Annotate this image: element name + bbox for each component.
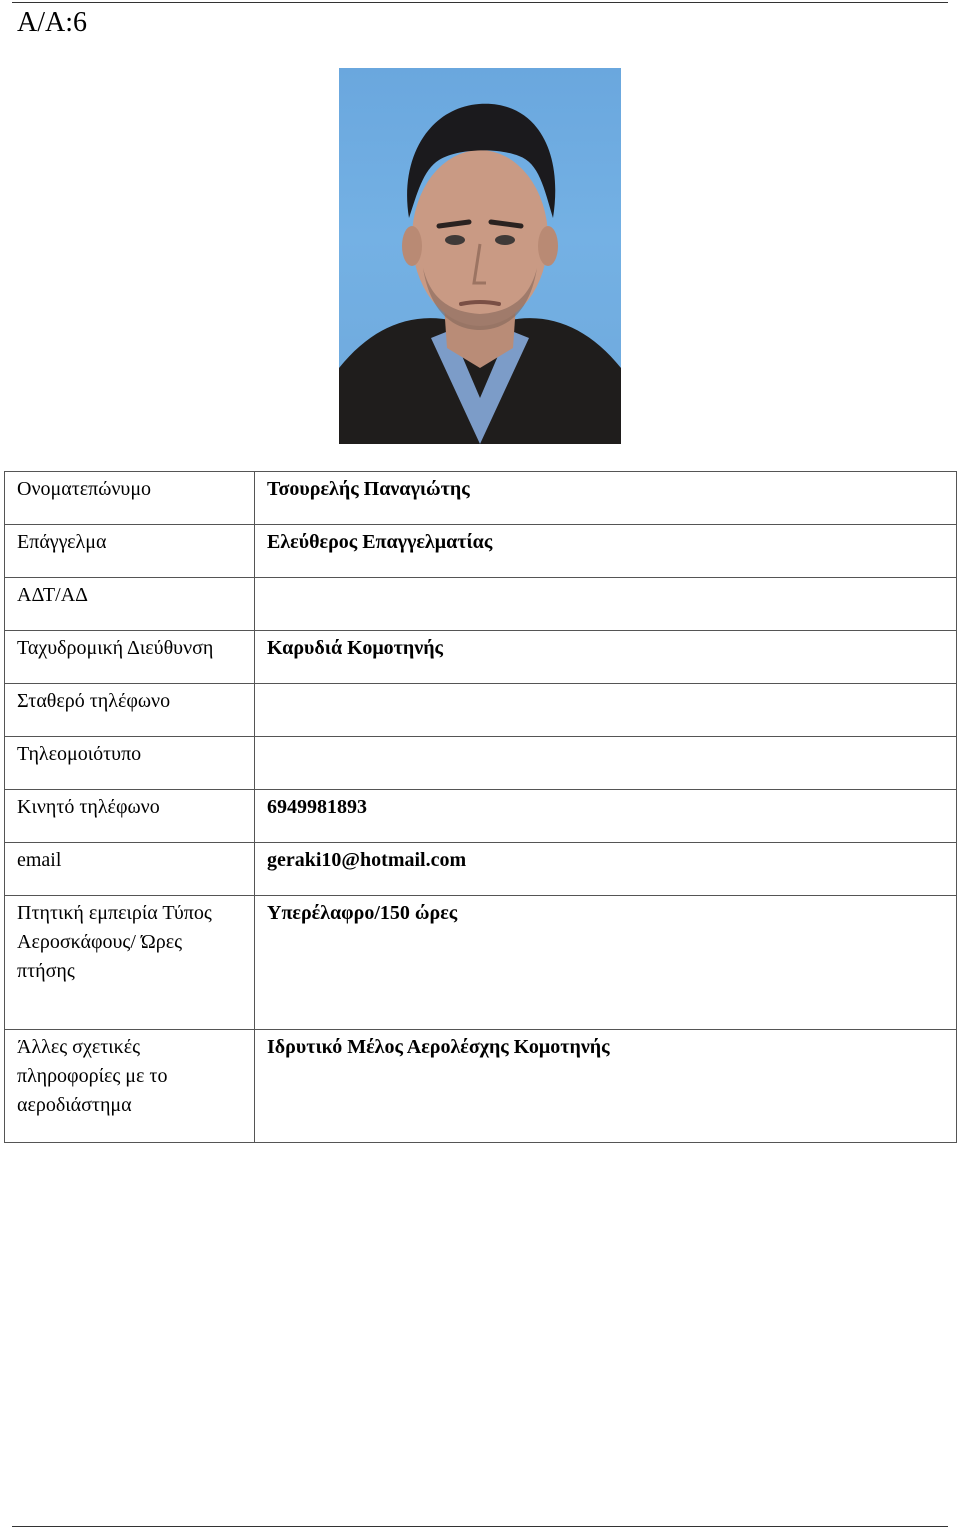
- portrait-photo: [339, 68, 621, 444]
- bottom-rule: [12, 1526, 948, 1527]
- row-label: ΑΔΤ/ΑΔ: [5, 578, 255, 631]
- table-row: [5, 1030, 957, 1143]
- info-table: [4, 471, 957, 1143]
- row-label: Πτητική εμπειρία Τύπος Αεροσκάφους/ Ώρες πτήσης: [5, 896, 255, 1030]
- row-label: Άλλες σχετικές πληροφορίες με το αεροδιάστημα: [5, 1030, 255, 1143]
- row-value: Ιδρυτικό Μέλος Αερολέσχης Κομοτηνής: [255, 1030, 957, 1143]
- table-row: [5, 684, 957, 737]
- row-value: Τσουρελής Παναγιώτης: [255, 472, 957, 525]
- row-label: Ταχυδρομική Διεύθυνση: [5, 631, 255, 684]
- row-label: Κινητό τηλέφωνο: [5, 790, 255, 843]
- row-value: [255, 737, 957, 790]
- row-label: email: [5, 843, 255, 896]
- table-row: [5, 843, 957, 896]
- top-rule: [12, 2, 948, 3]
- table-row: [5, 472, 957, 525]
- row-value: [255, 684, 957, 737]
- portrait-illustration: [339, 68, 621, 444]
- table-row: [5, 790, 957, 843]
- table-row: [5, 896, 957, 1030]
- table-row: [5, 578, 957, 631]
- table-row: [5, 525, 957, 578]
- row-value: Ελεύθερος Επαγγελματίας: [255, 525, 957, 578]
- row-value: geraki10@hotmail.com: [255, 843, 957, 896]
- row-value: Υπερέλαφρο/150 ώρες: [255, 896, 957, 1030]
- row-value: 6949981893: [255, 790, 957, 843]
- table-row: [5, 631, 957, 684]
- row-label: Επάγγελμα: [5, 525, 255, 578]
- row-label: Σταθερό τηλέφωνο: [5, 684, 255, 737]
- row-value: Καρυδιά Κομοτηνής: [255, 631, 957, 684]
- page-code: Α/Α:6: [17, 7, 87, 38]
- row-value: [255, 578, 957, 631]
- row-label: Τηλεομοιότυπο: [5, 737, 255, 790]
- table-row: [5, 737, 957, 790]
- row-label: Ονοματεπώνυμο: [5, 472, 255, 525]
